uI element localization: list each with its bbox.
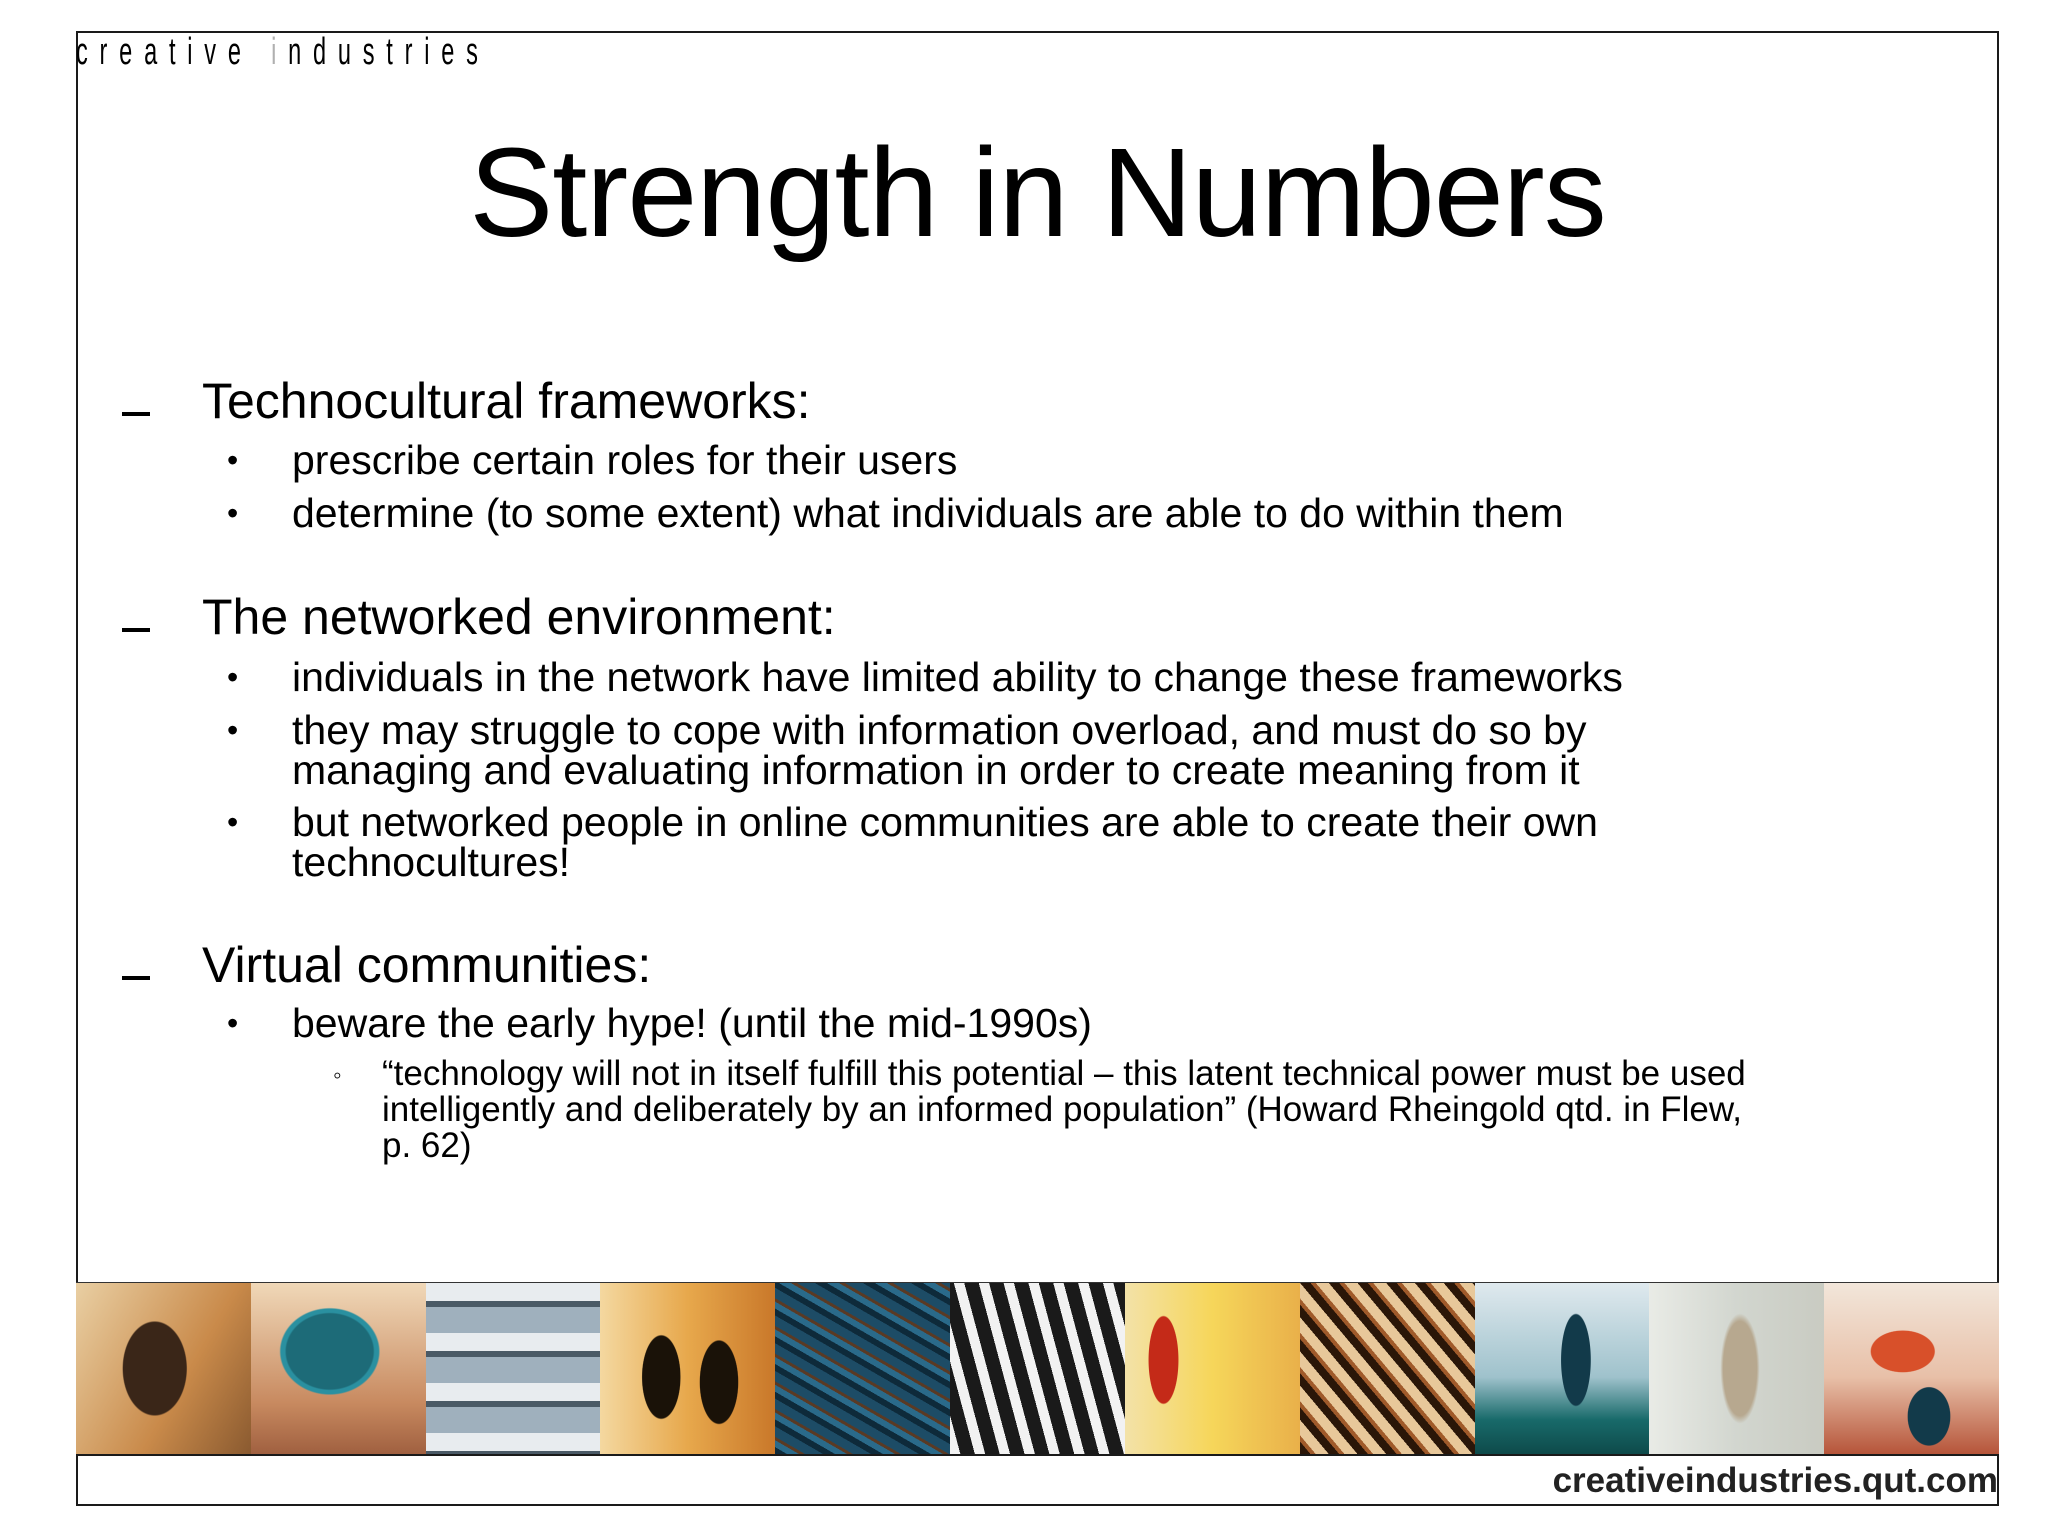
dash-marker [122, 412, 150, 416]
section-heading: The networked environment: [202, 589, 836, 645]
escalator-photo [950, 1283, 1125, 1454]
dancer-photo [76, 1283, 251, 1454]
slide-title: Strength in Numbers [469, 122, 1606, 263]
architecture-photo [251, 1283, 426, 1454]
section-heading: Technocultural frameworks: [202, 373, 811, 429]
blue-texture-photo [775, 1283, 950, 1454]
creative-industries-wordmark: creative industries [76, 31, 490, 73]
bullet-item: determine (to some extent) what individuals are able to do within them [292, 490, 1564, 536]
quote-line: p. 62) [382, 1126, 472, 1165]
bullet-item: individuals in the network have limited ability to change these frameworks [292, 654, 1623, 700]
bullet-marker: • [227, 712, 239, 748]
dash-marker [122, 628, 150, 632]
cafe-scene-photo [1824, 1283, 1999, 1454]
walking-figure-photo [1125, 1283, 1300, 1454]
bullet-item-line: but networked people in online communities are able to create their own [292, 799, 1598, 845]
silhouette-people-photo [600, 1283, 775, 1454]
quote-line: “technology will not in itself fulfill this potential – this latent technical power must be used [382, 1054, 1746, 1093]
bullet-item-line: technocultures! [292, 839, 571, 885]
footer-url: creativeindustries.qut.com [1552, 1461, 1998, 1500]
bullet-item: beware the early hype! (until the mid-1990s) [292, 1000, 1092, 1046]
bullet-marker: • [227, 495, 239, 531]
building-facade-photo [426, 1283, 601, 1454]
bullet-marker: • [227, 659, 239, 695]
section-heading: Virtual communities: [202, 937, 652, 993]
blurred-figure-photo [1649, 1283, 1824, 1454]
abstract-sculpture-photo [1300, 1283, 1475, 1454]
dash-marker [122, 976, 150, 980]
image-strip [76, 1282, 1999, 1456]
figure-shadow-photo [1475, 1283, 1650, 1454]
quote-line: intelligently and deliberately by an informed population” (Howard Rheingold qtd. in Flew, [382, 1090, 1742, 1129]
bullet-item: prescribe certain roles for their users [292, 437, 958, 483]
bullet-item-line: they may struggle to cope with information overload, and must do so by [292, 707, 1587, 753]
bullet-marker: • [227, 442, 239, 478]
sub-bullet-marker: ◦ [333, 1062, 342, 1089]
bullet-marker: • [227, 1005, 239, 1041]
bullet-item-line: managing and evaluating information in order to create meaning from it [292, 747, 1580, 793]
bullet-marker: • [227, 804, 239, 840]
